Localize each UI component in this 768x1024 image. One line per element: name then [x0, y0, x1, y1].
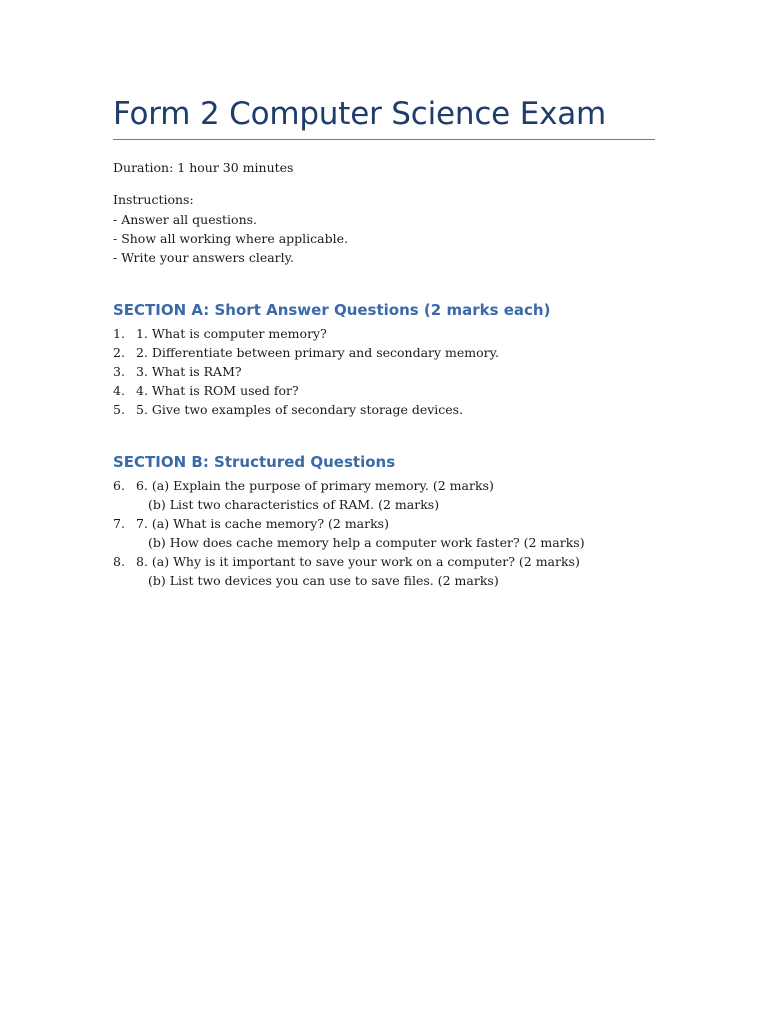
list-item-number: 4.: [113, 383, 125, 398]
list-item-subpart: (b) How does cache memory help a computer work faster? (2 marks): [148, 535, 585, 550]
list-item: [113, 382, 299, 399]
list-item-number: 2.: [113, 345, 125, 360]
list-item-subpart: (b) List two characteristics of RAM. (2 marks): [148, 497, 440, 512]
instruction-line: - Answer all questions.: [113, 212, 258, 227]
list-item-text: 3. What is RAM?: [136, 364, 242, 379]
list-item-subpart: (b) List two devices you can use to save files. (2 marks): [148, 573, 499, 588]
list-item-text: 8. (a) Why is it important to save your work on a computer? (2 marks): [136, 554, 580, 569]
list-item-text: 6. (a) Explain the purpose of primary memory. (2 marks): [136, 478, 494, 493]
list-item-number: 1.: [113, 326, 125, 341]
list-item-number: 5.: [113, 402, 125, 417]
list-item-text: 2. Differentiate between primary and secondary memory.: [136, 345, 500, 360]
list-item-number: 6.: [113, 478, 125, 493]
list-item-number: 3.: [113, 364, 125, 379]
list-item: [113, 553, 580, 570]
section-a-heading: SECTION A: Short Answer Questions (2 marks each): [113, 301, 551, 319]
list-item-text: 4. What is ROM used for?: [136, 383, 299, 398]
list-item-text: 7. (a) What is cache memory? (2 marks): [136, 516, 389, 531]
instructions-heading: Instructions:: [113, 192, 194, 207]
list-item: [113, 515, 389, 532]
section-b-heading: SECTION B: Structured Questions: [113, 453, 396, 471]
page-title: Form 2 Computer Science Exam: [113, 96, 607, 132]
title-underline: [113, 139, 655, 140]
list-item-number: 8.: [113, 554, 125, 569]
list-item: [113, 325, 327, 342]
list-item: [113, 477, 494, 494]
list-item: [113, 363, 242, 380]
list-item-text: 1. What is computer memory?: [136, 326, 327, 341]
duration-text: Duration: 1 hour 30 minutes: [113, 160, 294, 175]
list-item: [113, 344, 499, 361]
list-item-number: 7.: [113, 516, 125, 531]
instruction-line: - Show all working where applicable.: [113, 231, 348, 246]
list-item: [113, 401, 463, 418]
list-item-text: 5. Give two examples of secondary storage devices.: [136, 402, 464, 417]
instruction-line: - Write your answers clearly.: [113, 250, 295, 265]
